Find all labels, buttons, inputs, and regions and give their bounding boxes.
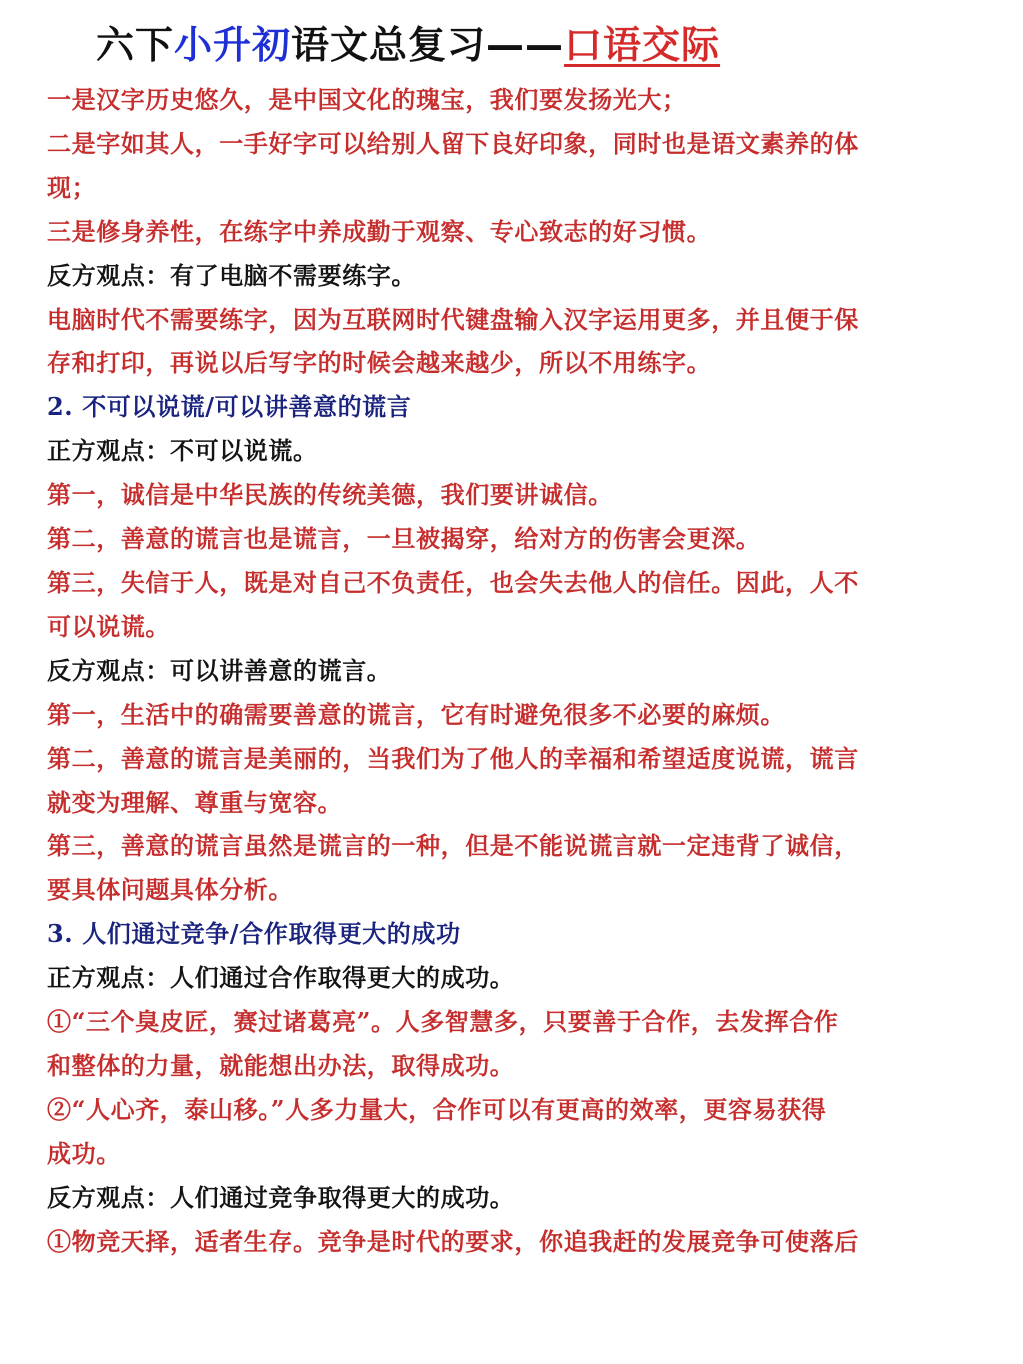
body-text-line: 第三，失信于人，既是对自己不负责任，也会失去他人的信任。因此，人不 — [47, 567, 859, 597]
viewpoint-heading: 正方观点：不可以说谎。 — [47, 436, 318, 466]
body-text-line: 第三，善意的谎言虽然是谎言的一种，但是不能说谎言就一定违背了诚信， — [47, 831, 859, 861]
body-text-line: 第一，生活中的确需要善意的谎言，它有时避免很多不必要的麻烦。 — [47, 699, 785, 729]
body-text-line: ①物竞天择，适者生存。竞争是时代的要求，你追我赶的发展竞争可使落后 — [47, 1226, 859, 1256]
page-title — [96, 16, 720, 74]
section-heading: 2. 不可以说谎/可以讲善意的谎言 — [47, 392, 412, 422]
title-topic: 口语交际 — [564, 23, 721, 67]
viewpoint-heading: 正方观点：人们通过合作取得更大的成功。 — [47, 963, 515, 993]
body-text-line: 二是字如其人，一手好字可以给别人留下良好印象，同时也是语文素养的体 — [47, 128, 859, 158]
viewpoint-heading: 反方观点：人们通过竞争取得更大的成功。 — [47, 1182, 515, 1212]
body-text-line: ①“三个臭皮匠，赛过诸葛亮”。人多智慧多，只要善于合作，去发挥合作 — [47, 1007, 839, 1037]
viewpoint-heading: 反方观点：有了电脑不需要练字。 — [47, 260, 416, 290]
body-text-line: 存和打印，再说以后写字的时候会越来越少，所以不用练字。 — [47, 348, 712, 378]
body-text-line: 第二，善意的谎言也是谎言，一旦被揭穿，给对方的伤害会更深。 — [47, 524, 761, 554]
viewpoint-heading: 反方观点：可以讲善意的谎言。 — [47, 655, 392, 685]
body-text-line: 第二，善意的谎言是美丽的，当我们为了他人的幸福和希望适度说谎，谎言 — [47, 743, 859, 773]
body-text-line: 就变为理解、尊重与宽容。 — [47, 787, 343, 817]
title-highlight: 小升初 — [174, 23, 292, 67]
title-subject: 语文总复习—— — [291, 23, 565, 67]
body-text-line: 可以说谎。 — [47, 611, 170, 641]
body-text-line: 第一，诚信是中华民族的传统美德，我们要讲诚信。 — [47, 480, 613, 510]
body-text-line: 一是汉字历史悠久，是中国文化的瑰宝，我们要发扬光大； — [47, 85, 687, 114]
body-text-line: 要具体问题具体分析。 — [47, 875, 293, 905]
title-grade: 六下 — [96, 23, 175, 67]
section-heading: 3. 人们通过竞争/合作取得更大的成功 — [47, 919, 461, 949]
content-body — [47, 78, 977, 1263]
body-text-line: 现； — [47, 172, 97, 202]
body-text-line: 和整体的力量，就能想出办法，取得成功。 — [47, 1050, 515, 1080]
body-text-line: ②“人心齐，泰山移。”人多力量大，合作可以有更高的效率，更容易获得 — [47, 1094, 827, 1124]
body-text-line: 三是修身养性，在练字中养成勤于观察、专心致志的好习惯。 — [47, 216, 712, 246]
body-text-line: 成功。 — [47, 1138, 121, 1168]
body-text-line: 电脑时代不需要练字，因为互联网时代键盘输入汉字运用更多，并且便于保 — [47, 304, 859, 334]
